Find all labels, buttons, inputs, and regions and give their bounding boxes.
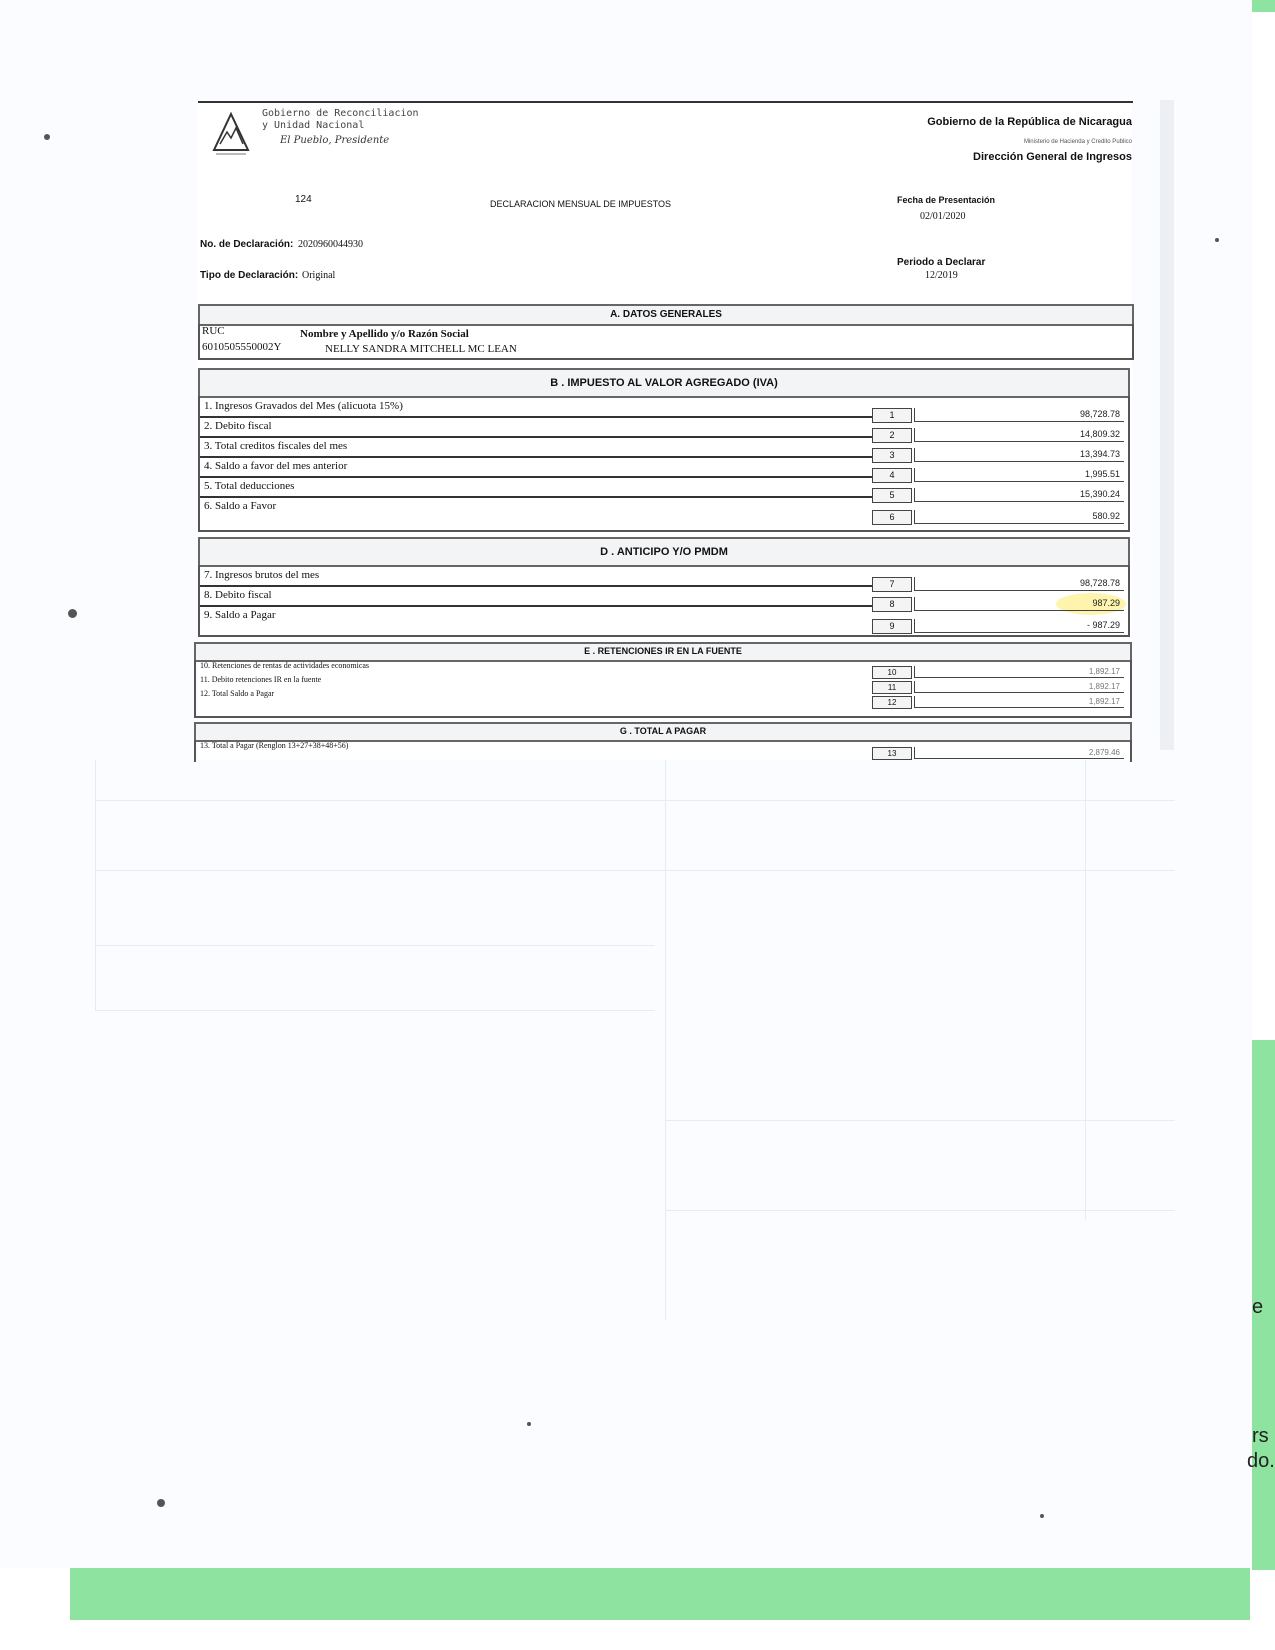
bleed-through-line bbox=[665, 760, 666, 1320]
edge-text-do: do. bbox=[1247, 1450, 1275, 1472]
speck bbox=[157, 1499, 165, 1507]
document-top-rule bbox=[198, 101, 1133, 103]
iva-row-3 bbox=[200, 438, 872, 458]
total-row-13-label: 13. Total a Pagar (Renglon 13+27+38+48+56) bbox=[200, 741, 349, 750]
iva-row-1 bbox=[200, 398, 872, 418]
bleed-through-line bbox=[95, 1010, 655, 1011]
section-d-header bbox=[198, 537, 1130, 567]
government-logo-icon bbox=[210, 110, 252, 156]
anticipo-row-8-label: 8. Debito fiscal bbox=[204, 589, 272, 601]
bleed-through-line bbox=[665, 1120, 1175, 1121]
anticipo-row-8-value: 987.29 bbox=[914, 597, 1124, 611]
form-code: 124 bbox=[295, 194, 312, 205]
iva-row-5 bbox=[200, 478, 872, 498]
speck bbox=[527, 1422, 531, 1426]
bleed-through-line bbox=[95, 800, 1175, 801]
bleed-through-line bbox=[95, 945, 655, 946]
edge-text-rs: rs bbox=[1252, 1425, 1269, 1447]
total-row-13-value: 2,879.46 bbox=[914, 747, 1124, 759]
edge-text-e: e bbox=[1252, 1296, 1264, 1318]
iva-row-5-number: 5 bbox=[872, 488, 912, 503]
section-e-title: E . RETENCIONES IR EN LA FUENTE bbox=[584, 646, 742, 656]
iva-row-1-label: 1. Ingresos Gravados del Mes (alicuota 15%) bbox=[204, 400, 403, 412]
anticipo-row-9 bbox=[200, 607, 872, 627]
retenciones-row-10-number: 10 bbox=[872, 666, 912, 679]
section-e-body bbox=[194, 660, 1132, 718]
retenciones-row-12-value: 1,892.17 bbox=[914, 696, 1124, 708]
tipo-value: Original bbox=[302, 270, 336, 281]
fecha-value: 02/01/2020 bbox=[920, 211, 966, 222]
iva-row-6-number: 6 bbox=[872, 510, 912, 525]
section-g-body bbox=[194, 740, 1132, 762]
retenciones-row-11-value: 1,892.17 bbox=[914, 681, 1124, 693]
declaracion-label: No. de Declaración: bbox=[200, 239, 294, 250]
total-row-13 bbox=[196, 740, 868, 754]
iva-row-6-value: 580.92 bbox=[914, 510, 1124, 524]
dgi-title: Dirección General de Ingresos bbox=[973, 151, 1132, 163]
section-a-title: A. DATOS GENERALES bbox=[610, 309, 722, 320]
nombre-value: NELLY SANDRA MITCHELL MC LEAN bbox=[325, 343, 517, 355]
anticipo-row-8-number: 8 bbox=[872, 597, 912, 612]
section-b-title: B . IMPUESTO AL VALOR AGREGADO (IVA) bbox=[550, 377, 778, 389]
section-g-title: G . TOTAL A PAGAR bbox=[619, 726, 707, 736]
retenciones-row-10-label: 10. Retenciones de rentas de actividades economicas bbox=[200, 661, 370, 670]
iva-row-5-label: 5. Total deducciones bbox=[204, 480, 295, 492]
green-sheet-edge-bottom bbox=[70, 1568, 1250, 1620]
bleed-through-line bbox=[95, 760, 96, 1010]
speck bbox=[68, 609, 77, 618]
form-title: DECLARACION MENSUAL DE IMPUESTOS bbox=[490, 199, 672, 209]
ruc-label: RUC bbox=[202, 325, 225, 337]
section-e-header bbox=[194, 642, 1132, 662]
section-b-header bbox=[198, 368, 1130, 398]
section-d-body bbox=[198, 565, 1130, 637]
bleed-through-line bbox=[1085, 760, 1086, 1220]
iva-row-6 bbox=[200, 498, 872, 518]
section-a-header bbox=[198, 304, 1134, 326]
iva-row-3-number: 3 bbox=[872, 448, 912, 463]
bleed-through-line bbox=[665, 1210, 1175, 1211]
anticipo-row-9-label: 9. Saldo a Pagar bbox=[204, 609, 276, 621]
iva-row-2-number: 2 bbox=[872, 428, 912, 443]
iva-row-1-number: 1 bbox=[872, 408, 912, 423]
section-g-header bbox=[194, 722, 1132, 742]
gov-line-2: y Unidad Nacional bbox=[262, 120, 365, 131]
nombre-label: Nombre y Apellido y/o Razón Social bbox=[300, 328, 469, 340]
republic-title: Gobierno de la República de Nicaragua bbox=[927, 116, 1132, 128]
declaracion-value: 2020960044930 bbox=[298, 239, 363, 250]
fecha-label: Fecha de Presentación bbox=[897, 195, 996, 205]
iva-row-4-number: 4 bbox=[872, 468, 912, 483]
bleed-through-line bbox=[95, 870, 1175, 871]
ministry-title: Ministerio de Hacienda y Credito Publico bbox=[1023, 139, 1132, 145]
iva-row-2-value: 14,809.32 bbox=[914, 428, 1124, 442]
anticipo-row-7-value: 98,728.78 bbox=[914, 577, 1124, 591]
periodo-value: 12/2019 bbox=[925, 270, 958, 281]
iva-row-3-value: 13,394.73 bbox=[914, 448, 1124, 462]
anticipo-row-7 bbox=[200, 567, 872, 587]
iva-row-1-value: 98,728.78 bbox=[914, 408, 1124, 422]
speck bbox=[1215, 238, 1219, 242]
bleed-through-strip bbox=[1160, 100, 1174, 750]
iva-row-4-label: 4. Saldo a favor del mes anterior bbox=[204, 460, 348, 472]
speck bbox=[44, 134, 50, 140]
periodo-label: Periodo a Declarar bbox=[897, 257, 986, 268]
retenciones-row-12-number: 12 bbox=[872, 696, 912, 709]
section-d-title: D . ANTICIPO Y/O PMDM bbox=[600, 546, 728, 558]
retenciones-row-12-label: 12. Total Saldo a Pagar bbox=[200, 689, 275, 698]
section-a-body bbox=[198, 324, 1134, 360]
tipo-label: Tipo de Declaración: bbox=[200, 270, 299, 281]
retenciones-row-11-label: 11. Debito retenciones IR en la fuente bbox=[200, 675, 322, 684]
retenciones-row-12 bbox=[196, 688, 868, 702]
retenciones-row-11-number: 11 bbox=[872, 681, 912, 694]
total-row-13-number: 13 bbox=[872, 747, 912, 760]
retenciones-row-10-value: 1,892.17 bbox=[914, 666, 1124, 678]
anticipo-row-9-value: - 987.29 bbox=[914, 619, 1124, 633]
retenciones-row-10 bbox=[196, 660, 868, 674]
anticipo-row-9-number: 9 bbox=[872, 619, 912, 634]
speck bbox=[1040, 1514, 1044, 1518]
ruc-value: 6010505550002Y bbox=[202, 341, 282, 353]
iva-row-5-value: 15,390.24 bbox=[914, 488, 1124, 502]
iva-row-6-label: 6. Saldo a Favor bbox=[204, 500, 277, 512]
iva-row-3-label: 3. Total creditos fiscales del mes bbox=[204, 440, 348, 452]
iva-row-2-label: 2. Debito fiscal bbox=[204, 420, 272, 432]
retenciones-row-11 bbox=[196, 674, 868, 688]
anticipo-row-8 bbox=[200, 587, 872, 607]
gov-line-1: Gobierno de Reconciliacion bbox=[262, 108, 419, 119]
iva-row-2 bbox=[200, 418, 872, 438]
motto: El Pueblo, Presidente bbox=[280, 135, 390, 146]
anticipo-row-7-number: 7 bbox=[872, 577, 912, 592]
iva-row-4 bbox=[200, 458, 872, 478]
section-b-body bbox=[198, 396, 1130, 532]
anticipo-row-7-label: 7. Ingresos brutos del mes bbox=[204, 569, 320, 581]
iva-row-4-value: 1,995.51 bbox=[914, 468, 1124, 482]
